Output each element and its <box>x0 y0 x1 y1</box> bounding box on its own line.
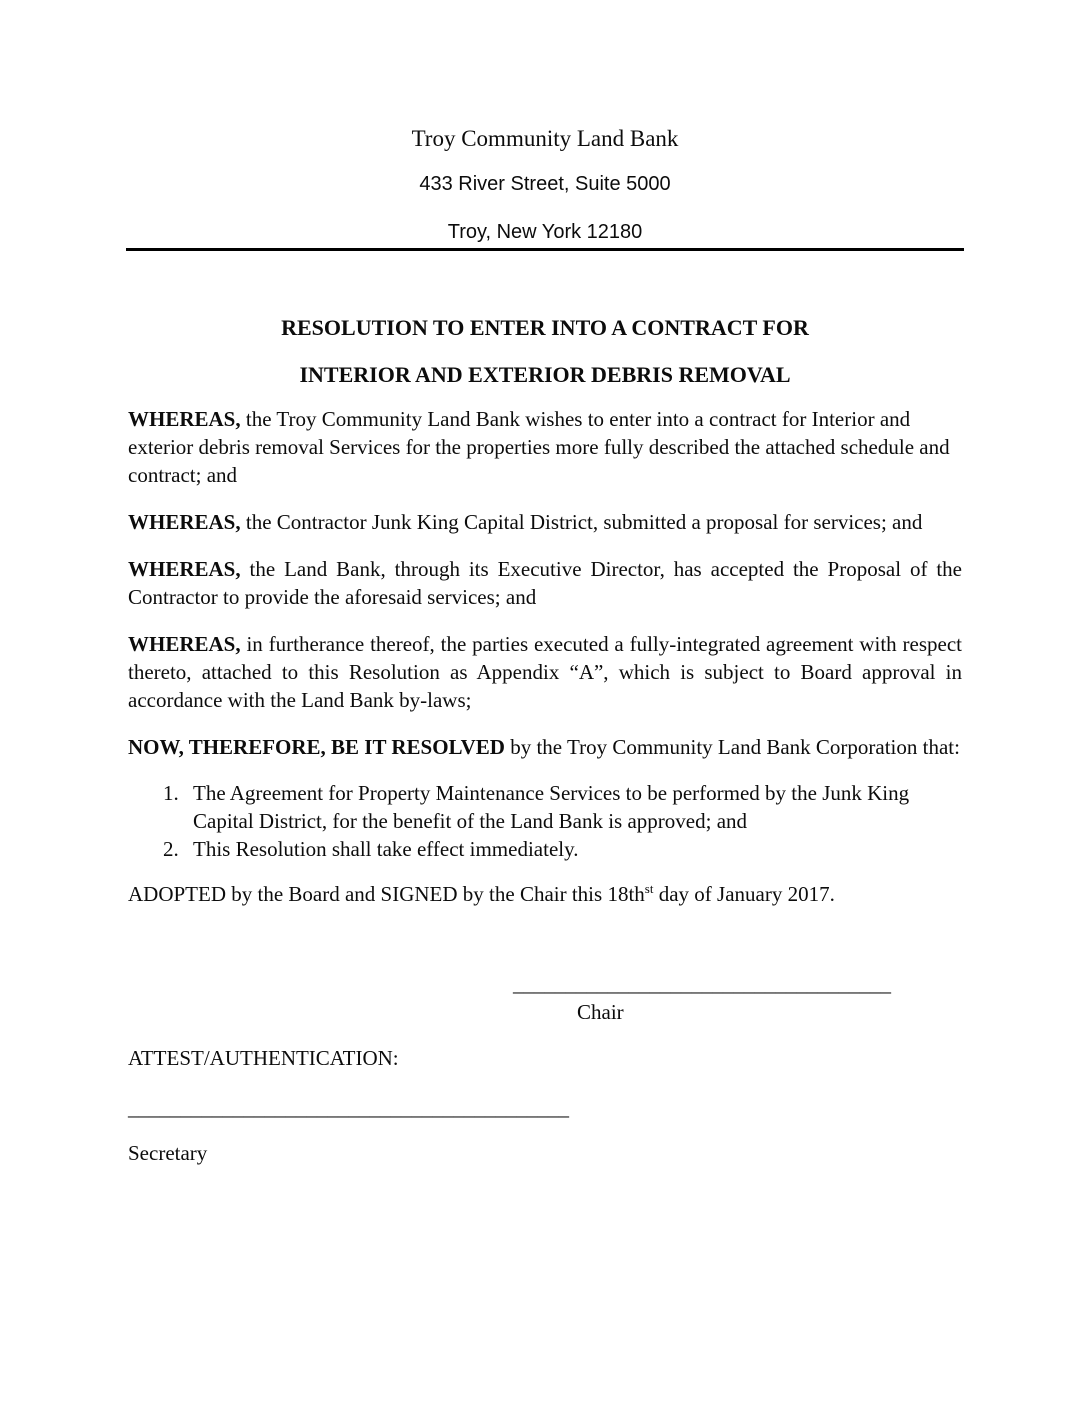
resolved-body: by the Troy Community Land Bank Corporation that: <box>504 735 960 759</box>
resolved-lead: NOW, THEREFORE, BE IT RESOLVED <box>128 735 505 759</box>
whereas-body: the Land Bank, through its Executive Director, has accepted the Proposal of the Contractor to provide the aforesaid services; and <box>128 557 962 609</box>
adopted-text-end: day of January 2017. <box>653 882 835 906</box>
org-name: Troy Community Land Bank <box>411 126 679 151</box>
address-line-2: Troy, New York 12180 <box>447 221 643 243</box>
list-item-number: 1. <box>163 781 179 805</box>
list-item-1 <box>128 779 962 835</box>
resolved-paragraph <box>128 733 962 761</box>
letterhead <box>128 126 962 244</box>
whereas-paragraph-2 <box>128 508 962 536</box>
letterhead-divider <box>126 248 964 251</box>
address-line-1: 433 River Street, Suite 5000 <box>419 173 671 195</box>
adopted-line <box>128 880 962 908</box>
list-item-text: The Agreement for Property Maintenance Services to be performed by the Junk King Capital District, for the benefit of the Land Bank is approved; and <box>193 781 910 833</box>
adopted-ordinal-suffix: st <box>644 881 654 896</box>
whereas-paragraph-1 <box>128 405 962 489</box>
attest-heading: ATTEST/AUTHENTICATION: <box>128 1046 399 1070</box>
list-item-text: This Resolution shall take effect immediately. <box>193 837 579 861</box>
resolution-list <box>128 779 962 863</box>
secretary-signature-line: __________________________________________ <box>128 1096 569 1120</box>
resolution-title-line-1: RESOLUTION TO ENTER INTO A CONTRACT FOR <box>281 315 809 340</box>
chair-signature-line: ____________________________________ <box>513 972 891 996</box>
secretary-signature-label: Secretary <box>128 1141 208 1165</box>
resolution-title-line-2: INTERIOR AND EXTERIOR DEBRIS REMOVAL <box>299 362 791 387</box>
whereas-lead: WHEREAS, <box>128 510 241 534</box>
list-item-number: 2. <box>163 837 179 861</box>
whereas-paragraph-4 <box>128 630 962 714</box>
chair-signature-label: Chair <box>577 1000 624 1024</box>
whereas-body: in furtherance thereof, the parties executed a fully-integrated agreement with respect thereto, attached to this Resolution as Appendix “A”, which is subject to Board approval in accordance with the Land Bank by-laws; <box>128 632 962 712</box>
whereas-body: the Troy Community Land Bank wishes to enter into a contract for Interior and exterior debris removal Services for the properties more fully described the attached schedule and contract; and <box>128 407 950 487</box>
whereas-lead: WHEREAS, <box>128 407 241 431</box>
list-item-2 <box>128 835 962 863</box>
whereas-lead: WHEREAS, <box>128 632 241 656</box>
whereas-paragraph-3 <box>128 555 962 611</box>
adopted-text: ADOPTED by the Board and SIGNED by the Chair this 18th <box>128 882 645 906</box>
resolution-title <box>128 315 962 388</box>
whereas-lead: WHEREAS, <box>128 557 241 581</box>
whereas-body: the Contractor Junk King Capital District, submitted a proposal for services; and <box>240 510 923 534</box>
